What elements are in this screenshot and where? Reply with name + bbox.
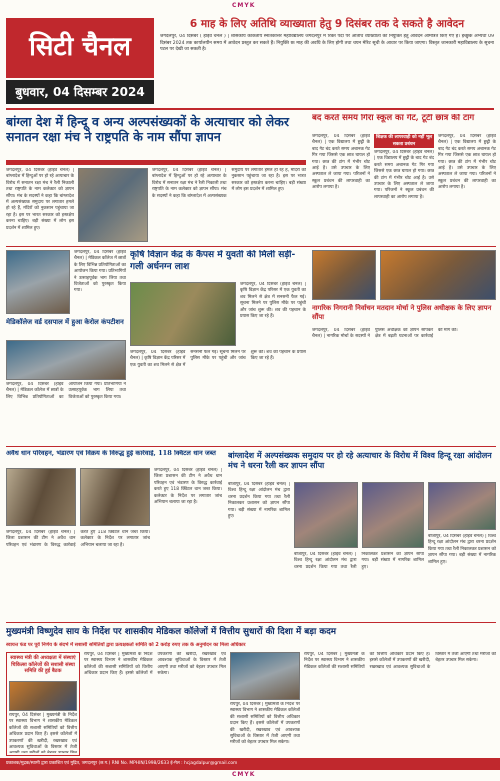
newspaper-title: सिटी चैनल — [6, 18, 154, 78]
medical-body: जगदलपुर, 04 दिसंबर (हाईवे चैनल) | मेडिकल कॉलेज में छात्रों के लिए विभिन्न प्रतियोगिताओं का आयोजन किया गया। प्रतिभागियों ने उत्साहपूर्वक भाग लिया तथा विजेताओं को पुरस्कृत किया गया। — [6, 382, 126, 400]
issue-date: बुधवार, 04 दिसम्बर 2024 — [6, 80, 154, 104]
crime-scene-photo — [130, 282, 236, 346]
agri-headline: कृषि विज्ञान केंद्र के कैंपस में युवती की मिली सड़ी-गली अर्धनग्न लाश — [130, 250, 296, 272]
paddy-body-col3: जगदलपुर, 04 दिसंबर (हाईवे चैनल) | जिला प्रशासन की टीम ने अवैध धान परिवहन एवं भंडारण के विरुद्ध कार्रवाई करते हुए 118 क्विंटल धान जब्त किया। कलेक्टर के निर्देश पर लगातार जांच अभियान चलाया जा रहा है। — [154, 468, 222, 506]
cm-body-b: रायपुर, 04 दिसंबर | मुख्यमंत्री के निर्देश पर स्वास्थ्य विभाग ने शासकीय मेडिकल कॉलेजों की सशासी समितियों को वित्तीय अधिकार प्रदान किए हैं। इससे कॉलेजों में उपकरणों की खरीदी, रखरखाव एवं आवश्यक सुविधाओं के विस्तार में तेजी आएगी तथा मरीजों को बेहतर उपचार मिल सकेगा। — [230, 702, 300, 746]
school-body-col3: जगदलपुर, 04 दिसंबर (हाईवे चैनल) | एक विद्यालय में छुट्टी के बाद गेट बंद करते समय अचानक गेट गिर गया जिससे एक छात्र घायल हो गया। छात्र की टांग में गंभीर चोट आई है। उसे उपचार के लिए अस्पताल ले जाया गया। परिजनों ने स्कूल प्रबंधन की लापरवाही का आरोप लगाया है। — [438, 134, 496, 191]
nagriya-headline: नागरिक निगरानी निर्वाचन मतदान मोर्चा ने पुलिस अधीक्षक के लिए ज्ञापन सौंपा — [312, 304, 492, 321]
protest-photo-2 — [362, 482, 424, 548]
cm-subheadline: स्वायत्त फंड पर पूर्व निर्णय के संदर्भ में सशासी समितियों द्वारा प्रत्यक्षकर्ता समिति को 2 करोड़ रुपए तक के अनुमोदन का मिला अधिकार — [6, 642, 246, 648]
school-body-col1: जगदलपुर, 04 दिसंबर (हाईवे चैनल) | एक विद्यालय में छुट्टी के बाद गेट बंद करते समय अचानक गेट गिर गया जिससे एक छात्र घायल हो गया। छात्र की टांग में गंभीर चोट आई है। उसे उपचार के लिए अस्पताल ले जाया गया। परिजनों ने स्कूल प्रबंधन की लापरवाही का आरोप लगाया है। — [312, 134, 370, 191]
medical-photo — [6, 250, 70, 314]
protest-body-col1: बीजापुर, 04 दिसंबर (हाईवे चैनल) | विश्व हिन्दू रक्षा आंदोलन मंच द्वारा धरना प्रदर्शन किया गया तथा रैली निकालकर प्रशासन को ज्ञापन सौंपा गया। बड़ी संख्या में नागरिक शामिल हुए। — [228, 482, 290, 520]
cm-body-a: रायपुर, 04 दिसंबर | मुख्यमंत्री के निर्देश पर स्वास्थ्य विभाग ने शासकीय मेडिकल कॉलेजों की सशासी समितियों को वित्तीय अधिकार प्रदान किए हैं। इससे कॉलेजों में उपकरणों की खरीदी, रखरखाव एवं आवश्यक सुविधाओं के विस्तार में तेजी आएगी तथा मरीजों को बेहतर उपचार मिल सकेगा। — [84, 652, 226, 677]
headline-rule — [6, 160, 306, 165]
divider — [6, 622, 496, 623]
cm-headline: मुख्यमंत्री विष्णुदेव साय के निर्देश पर शासकीय मेडिकल कॉलेजों में वित्तीय सुधारों की दिशा में बड़ा कदम — [6, 627, 337, 637]
bangladesh-body-col2: जगदलपुर, 04 दिसंबर (हाईवे चैनल) | बांग्लादेश में हिन्दुओं पर हो रहे अत्याचार के विरोध में सनातन रक्षा मंच ने रैली निकाली तथा राष्ट्रपति के नाम कलेक्टर को ज्ञापन सौंपा। मंच के सदस्यों ने कहा कि बांग्लादेश में अल्पसंख्यक समुदाय पर लगातार हमले हो रहे हैं, मंदिरों को नुकसान पहुंचाया जा रहा है। इस पर भारत सरकार को हस्तक्षेप करना चाहिए। बड़ी संख्या में लोग इस प्रदर्शन में शामिल हुए। — [152, 168, 306, 199]
meeting-photo — [9, 681, 77, 711]
protest-body: बीजापुर, 04 दिसंबर (हाईवे चैनल) | विश्व हिन्दू रक्षा आंदोलन मंच द्वारा धरना प्रदर्शन किया गया तथा रैली निकालकर प्रशासन को ज्ञापन सौंपा गया। बड़ी संख्या में नागरिक शामिल हुए। — [294, 552, 424, 570]
cm-body-c: रायपुर, 04 दिसंबर | मुख्यमंत्री के निर्देश पर स्वास्थ्य विभाग ने शासकीय मेडिकल कॉलेजों की सशासी समितियों को वित्तीय अधिकार प्रदान किए हैं। इससे कॉलेजों में उपकरणों की खरीदी, रखरखाव एवं आवश्यक सुविधाओं के विस्तार में तेजी आएगी तथा मरीजों को बेहतर उपचार मिल सकेगा। — [304, 652, 496, 670]
memo-photo-2 — [380, 250, 496, 300]
registration-mark: CMYK — [232, 2, 256, 9]
protest-rally-headline: बांग्लादेश में अल्पसंख्यक समुदाय पर हो रहे अत्याचार के विरोध में विश्व हिन्दू रक्षा आंदोलन मंच ने धरना रैली कर ज्ञापन सौंपा — [228, 450, 492, 470]
cm-sidebar-body: रायपुर, 04 दिसंबर | मुख्यमंत्री के निर्देश पर स्वास्थ्य विभाग ने शासकीय मेडिकल कॉलेजों की सशासी समितियों को वित्तीय अधिकार प्रदान किए हैं। इससे कॉलेजों में उपकरणों की खरीदी, रखरखाव एवं आवश्यक सुविधाओं के विस्तार में तेजी — [9, 713, 77, 751]
bangladesh-headline: बांग्ला देश में हिन्दू व अन्य अल्पसंख्यकों के अत्याचार को लेकर सनातन रक्षा मंच ने राष्ट्रपति के नाम सौंपा ज्ञापन — [6, 114, 289, 144]
rally-photo — [78, 168, 148, 242]
truck-photo — [6, 468, 76, 526]
paddy-seizure-headline: अवैध धान परिवहन, भंडारण एवं विक्रय के विरुद्ध हुई कार्रवाई, 118 क्विंटल धान जब्त — [6, 450, 216, 457]
cm-sidebar-box — [6, 652, 80, 756]
school-gate-headline: बंद करते समय गिरा स्कूल का गेट, टूटी छात्र की टांग — [312, 114, 475, 123]
paddy-body: जगदलपुर, 04 दिसंबर (हाईवे चैनल) | जिला प्रशासन की टीम ने अवैध धान परिवहन एवं भंडारण के विरुद्ध कार्रवाई करते हुए 118 क्विंटल धान जब्त किया। कलेक्टर के निर्देश पर लगातार जांच अभियान चलाया जा रहा है। — [6, 530, 150, 548]
protest-body-col4: बीजापुर, 04 दिसंबर (हाईवे चैनल) | विश्व हिन्दू रक्षा आंदोलन मंच द्वारा धरना प्रदर्शन किया गया तथा रैली निकालकर प्रशासन को ज्ञापन सौंपा गया। बड़ी संख्या में नागरिक शामिल हुए। — [428, 534, 496, 565]
masthead — [6, 14, 494, 110]
imprint-line: प्रकाशक/मुद्रक/स्वामी द्वारा प्रकाशित एवं मुद्रित, जगदलपुर (छ.ग.) RNI No. MPHIN/1998/2633 ई-मेल : hcjagdalpur@gmail.com — [0, 758, 500, 770]
registration-mark: CMYK — [232, 771, 256, 778]
agri-body: जगदलपुर, 04 दिसंबर (हाईवे चैनल) | कृषि विज्ञान केंद्र परिसर में एक युवती का शव मिलने से क्षेत्र में सनसनी फैल गई। सूचना मिलने पर पुलिस मौके पर पहुंची और जांच शुरू की। शव की पहचान के प्रयास किए जा रहे हैं। — [130, 350, 306, 368]
top-strip — [0, 0, 500, 14]
top-lead-text: जगदलपुर, 04 दिसंबर ( हाईवे चैनल ) | शासकीय काकतीय स्नातकोत्तर महाविद्यालय जगदलपुर में रिक्त पदों पर अतिथि व्याख्याता की नियुक्ति हेतु आवेदन आमंत्रित किए गए हैं। इच्छुक अभ्यर्थी 09 दिसंबर 2024 तक कार्यालयीन समय में आवेदन प्रस्तुत कर सकते हैं। नियुक्ति छः माह की अवधि के लिए होगी तथा चयन मेरिट सूची के आधार पर किया जाएगा। विस्तृत जानकारी महाविद्यालय के सूचना पटल पर देखी जा सकती है। — [160, 34, 494, 53]
medical-sidebar-text: जगदलपुर, 04 दिसंबर (हाईवे चैनल) | मेडिकल कॉलेज में छात्रों के लिए विभिन्न प्रतियोगिताओं का आयोजन किया गया। प्रतिभागियों ने उत्साहपूर्वक भाग लिया तथा विजेताओं को पुरस्कृत किया गया। — [74, 250, 126, 294]
divider — [6, 446, 496, 447]
divider — [6, 246, 496, 247]
medical-headline: मेडिकॉलेज वर्ड दसपाल में हुआ केरोल कंपटीशन — [6, 318, 124, 326]
agri-body-col1: जगदलपुर, 04 दिसंबर (हाईवे चैनल) | कृषि विज्ञान केंद्र परिसर में एक युवती का शव मिलने से क्षेत्र में सनसनी फैल गई। सूचना मिलने पर पुलिस मौके पर पहुंची और जांच शुरू की। शव की पहचान के प्रयास किए जा रहे हैं। — [240, 282, 306, 320]
nagriya-body: जगदलपुर, 04 दिसंबर (हाईवे चैनल) | नागरिक मोर्चा के सदस्यों ने पुलिस अधीक्षक को ज्ञापन सौंपकर क्षेत्र में बढ़ती घटनाओं पर कार्रवाई की मांग की। — [312, 328, 458, 340]
godown-photo — [80, 468, 150, 526]
memo-photo-1 — [312, 250, 376, 300]
cm-photo — [230, 652, 300, 700]
protest-photo-3 — [428, 482, 496, 530]
protest-photo-1 — [294, 482, 358, 548]
school-body-col2: जगदलपुर, 04 दिसंबर (हाईवे चैनल) | एक विद्यालय में छुट्टी के बाद गेट बंद करते समय अचानक गेट गिर गया जिससे एक छात्र घायल हो गया। छात्र की टांग में गंभीर चोट आई है। उसे उपचार के लिए अस्पताल ले जाया गया। परिजनों ने स्कूल प्रबंधन की लापरवाही का आरोप लगाया है। — [374, 150, 434, 200]
medical-event-photo — [6, 340, 126, 380]
bangladesh-body-col1: जगदलपुर, 04 दिसंबर (हाईवे चैनल) | बांग्लादेश में हिन्दुओं पर हो रहे अत्याचार के विरोध में सनातन रक्षा मंच ने रैली निकाली तथा राष्ट्रपति के नाम कलेक्टर को ज्ञापन सौंपा। मंच के सदस्यों ने कहा कि बांग्लादेश में अल्पसंख्यक समुदाय पर लगातार हमले हो रहे हैं, मंदिरों को नुकसान पहुंचाया जा रहा है। इस पर भारत सरकार को हस्तक्षेप करना चाहिए। बड़ी संख्या में लोग इस प्रदर्शन में शामिल हुए। — [6, 168, 74, 231]
cm-sidebar-title: स्वास्थ्य मंत्री की अध्यक्षता में संस्थाएं चिकित्सा कॉलेजों की सशासी संस्था समिति की हुई बैठक — [10, 655, 76, 674]
school-box-title: शिक्षक की लापरवाही को नहीं भूल सकता प्रबंधन — [375, 135, 433, 147]
top-headline: 6 माह के लिए अतिथि व्याख्याता हेतु 9 दिसंबर तक दे सकते है आवेदन — [189, 18, 465, 30]
